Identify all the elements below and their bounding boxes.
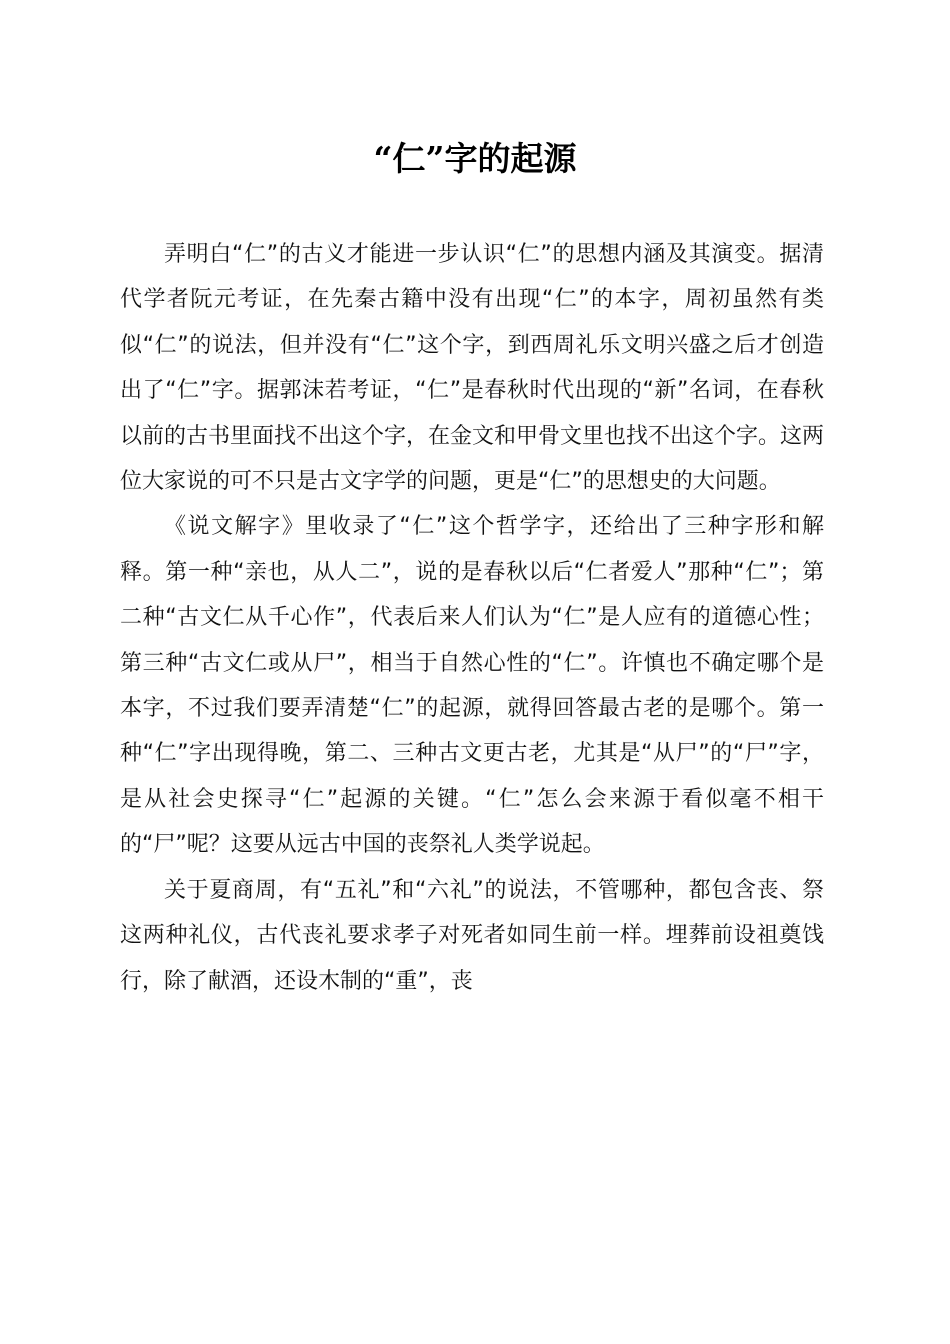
document-body: [120, 232, 824, 1004]
paragraph: 《说文解字》里收录了“仁”这个哲学字，还给出了三种字形和解释。第一种“亲也，从人二”，说的是春秋以后“仁者爱人”那种“仁”；第二种“古文仁从千心作”，代表后来人们认为“仁”是人应有的道德心性；第三种“古文仁或从尸”，相当于自然心性的“仁”。许慎也不确定哪个是本字，不过我们要弄清楚“仁”的起源，就得回答最古老的是哪个。第一种“仁”字出现得晚，第二、三种古文更古老，尤其是“从尸”的“尸”字，是从社会史探寻“仁”起源的关键。“仁”怎么会来源于看似毫不相干的“尸”呢？这要从远古中国的丧祭礼人类学说起。: [120, 514, 824, 858]
paragraph: 弄明白“仁”的古义才能进一步认识“仁”的思想内涵及其演变。据清代学者阮元考证，在先秦古籍中没有出现“仁”的本字，周初虽然有类似“仁”的说法，但并没有“仁”这个字，到西周礼乐文明兴盛之后才创造出了“仁”字。据郭沫若考证，“仁”是春秋时代出现的“新”名词，在春秋以前的古书里面找不出这个字，在金文和甲骨文里也找不出这个字。这两位大家说的可不只是古文字学的问题，更是“仁”的思想史的大问题。: [120, 242, 825, 495]
document-title: “仁”字的起源: [373, 139, 577, 178]
paragraph: 关于夏商周，有“五礼”和“六礼”的说法，不管哪种，都包含丧、祭这两种礼仪，古代丧礼要求孝子对死者如同生前一样。埋葬前设祖奠饯行，除了献酒，还设木制的“重”，丧: [120, 877, 824, 994]
